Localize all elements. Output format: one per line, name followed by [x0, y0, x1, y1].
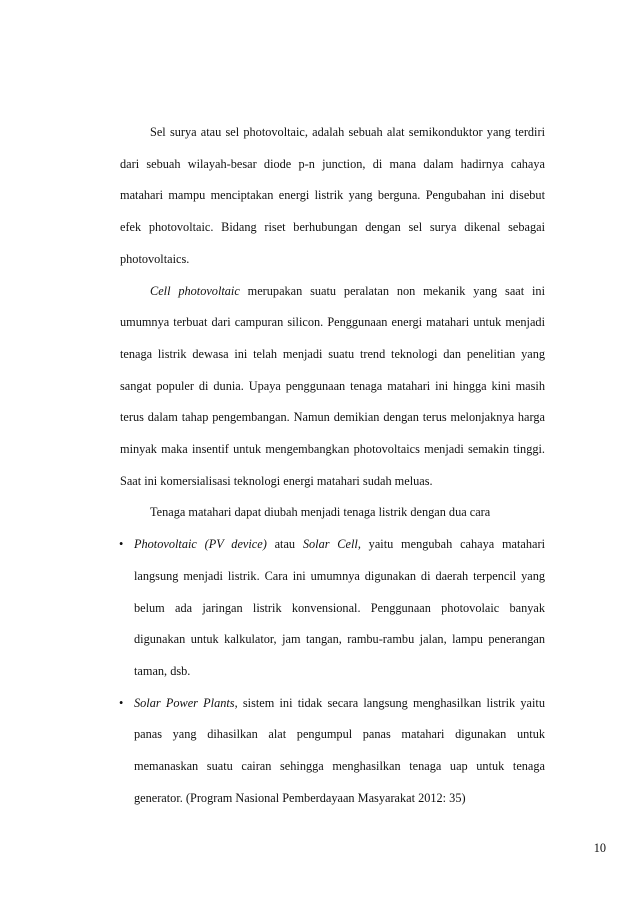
list-item-photovoltaic: [120, 529, 545, 688]
paragraph-text: Sel surya atau sel photovoltaic, adalah sebuah alat semikonduktor yang terdiri dari sebuah wilayah-besar diode p-n junction, di mana dalam hadirnya cahaya matahari mampu menciptakan energi listrik yang berguna. Pengubahan ini disebut efek photovoltaic. Bidang riset berhubungan dengan sel surya dikenal sebagai photovoltaics.: [120, 125, 545, 266]
bullet-icon: •: [119, 537, 124, 552]
body-text: [120, 117, 545, 814]
paragraph-cell-photovoltaic: [120, 276, 545, 498]
bullet-list: [120, 529, 545, 814]
paragraph-text: merupakan suatu peralatan non mekanik yang saat ini umumnya terbuat dari campuran silicon. Penggunaan energi matahari untuk menjadi tenaga listrik dewasa ini telah menjadi suatu trend teknologi dan penelitian yang sangat populer di dunia. Upaya penggunaan tenaga matahari ini hingga kini masih terus dalam tahap pengembangan. Namun demikian dengan terus melonjaknya harga minyak maka insentif untuk mengembangkan photovoltaics menjadi semakin tinggi. Saat ini komersialisasi teknologi energi matahari sudah meluas.: [120, 283, 545, 488]
list-item-solar-power-plants: [120, 688, 545, 815]
italic-term: Solar Cell: [302, 537, 358, 552]
list-text: atau: [266, 537, 303, 552]
page-number: 10: [593, 841, 606, 855]
italic-term: Cell photovoltaic: [150, 283, 240, 298]
italic-term: Solar Power Plants: [134, 695, 235, 710]
list-text: , sistem ini tidak secara langsung menghasilkan listrik yaitu panas yang dihasilkan alat pengumpul panas matahari digunakan untuk memanaskan suatu cairan sehingga menghasilkan tenaga uap untuk tenaga generator. (Program Nasional Pemberdayaan Masyarakat 2012: 35): [134, 695, 545, 805]
list-text: , yaitu mengubah cahaya matahari langsung menjadi listrik. Cara ini umumnya digunakan di daerah terpencil yang belum ada jaringan listrik konvensional. Penggunaan photovolaic banyak digunakan untuk kalkulator, jam tangan, rambu-rambu jalan, lampu penerangan taman, dsb.: [134, 537, 545, 678]
paragraph-sel-surya: [120, 117, 545, 276]
italic-term: Photovoltaic (PV device): [134, 537, 267, 552]
paragraph-dua-cara: [120, 497, 545, 529]
bullet-icon: •: [119, 695, 124, 710]
paragraph-text: Tenaga matahari dapat diubah menjadi tenaga listrik dengan dua cara: [150, 505, 491, 520]
